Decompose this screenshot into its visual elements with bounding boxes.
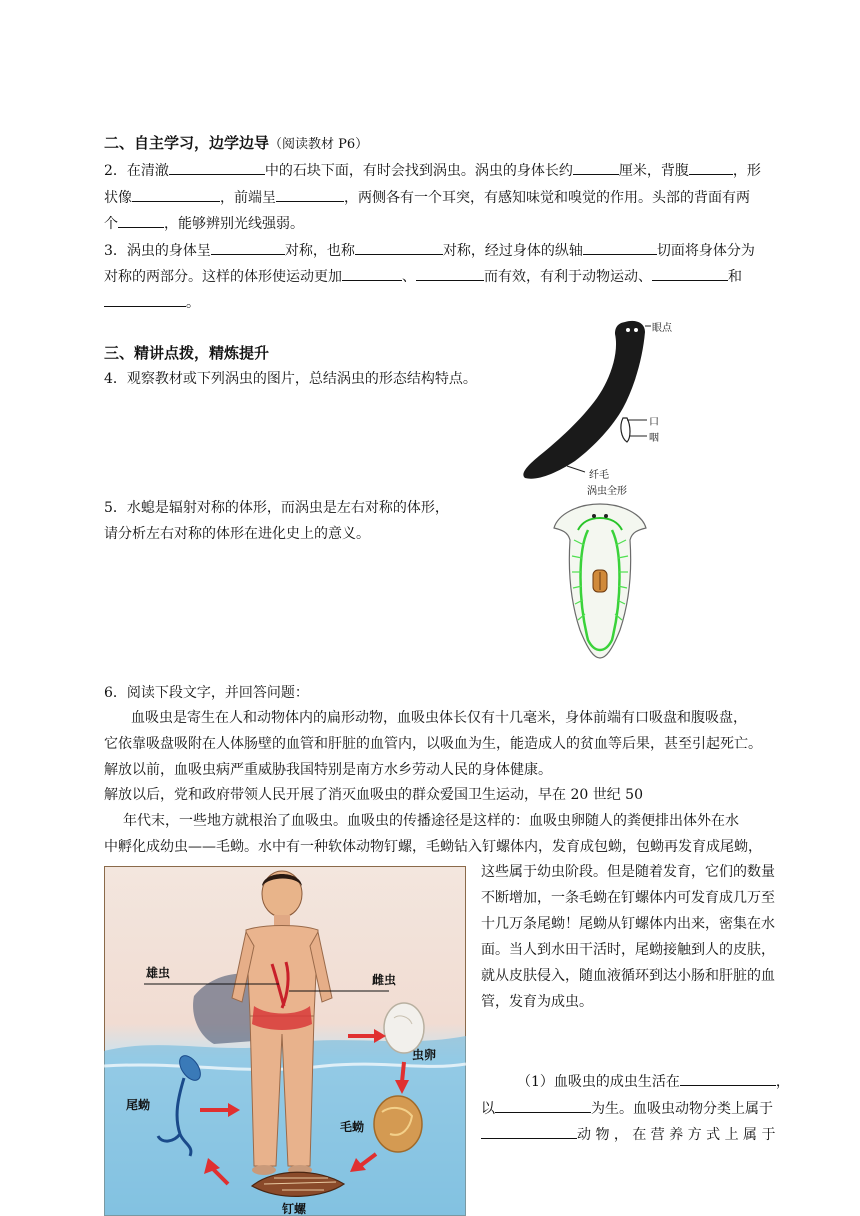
male-worm-label: 雄虫 — [146, 966, 171, 980]
text: 对称的两部分。这样的体形使运动更加 — [104, 269, 342, 285]
eye-spot — [626, 328, 630, 332]
female-worm-label: 雌虫 — [372, 973, 397, 987]
text: 厘米，背腹 — [618, 163, 689, 179]
section-3-heading: 三、精讲点拨，精炼提升 — [104, 344, 270, 362]
passage-right-2: 不断增加，一条毛蚴在钉螺体内可发育成几万至 — [481, 890, 775, 906]
passage-right-5: 就从皮肤侵入，随血液循环到达小肠和肝脏的血 — [481, 968, 775, 984]
passage-right-3: 十几万条尾蚴！尾蚴从钉螺体内出来，密集在水 — [481, 916, 775, 932]
text: 2．在清澈 — [104, 163, 169, 179]
answer-blank[interactable] — [652, 266, 728, 281]
text: 中的石块下面，有时会找到涡虫。涡虫的身体长约 — [264, 163, 573, 179]
section-2-title: 二、自主学习，边学边导 — [104, 134, 270, 152]
text: 以 — [481, 1101, 495, 1117]
question-2-line-3 — [104, 213, 304, 234]
question-5-line-1: 5．水螅是辐射对称的体形，而涡虫是左右对称的体形， — [104, 500, 449, 516]
answer-blank[interactable] — [416, 266, 484, 281]
text: ，两侧各有一个耳突，有感知味觉和嗅觉的作用。头部的背面有两 — [344, 190, 750, 206]
answer-blank[interactable] — [276, 187, 344, 202]
eye-spot — [592, 514, 596, 518]
text: 对称，经过身体的纵轴 — [442, 243, 583, 259]
answer-blank[interactable] — [118, 213, 164, 228]
question-5-line-2: 请分析左右对称的体形在进化史上的意义。 — [104, 526, 370, 542]
eye-spot — [634, 328, 638, 332]
passage-right-1: 这些属于幼虫阶段。但是随着发育，它们的数量 — [481, 864, 775, 880]
section-2-heading — [104, 133, 368, 155]
answer-blank[interactable] — [481, 1124, 577, 1139]
passage-line-2: 它依靠吸盘吸附在人体肠壁的血管和肝脏的血管内，以吸血为生，能造成人的贫血等后果，甚至引起死亡。 — [104, 736, 762, 752]
text: 3．涡虫的身体呈 — [104, 243, 211, 259]
label-line — [567, 466, 585, 472]
text: 状像 — [104, 190, 132, 206]
lifecycle-illustration — [104, 866, 466, 1216]
subquestion-1-line-2 — [481, 1098, 773, 1119]
answer-blank[interactable] — [104, 292, 186, 307]
planarian-body — [523, 321, 645, 479]
text: 动 物 ， 在 营 养 方 式 上 属 于 — [577, 1127, 776, 1143]
figure-caption: 涡虫全形 — [587, 486, 627, 497]
planarian-digestive-drawing — [544, 500, 656, 660]
question-2-line-1 — [104, 160, 761, 181]
answer-blank[interactable] — [169, 160, 265, 175]
cilia-label: 纤毛 — [589, 470, 609, 481]
passage-line-1: 血吸虫是寄生在人和动物体内的扁形动物，血吸虫体长仅有十几毫米，身体前端有口吸盘和腹吸盘， — [131, 710, 747, 726]
answer-blank[interactable] — [132, 187, 220, 202]
cercaria-label: 尾蚴 — [126, 1098, 151, 1112]
answer-blank[interactable] — [495, 1098, 591, 1113]
answer-blank[interactable] — [680, 1071, 776, 1086]
miracidium-label: 毛蚴 — [340, 1120, 365, 1134]
miracidium-image — [374, 1096, 422, 1152]
answer-blank[interactable] — [583, 240, 657, 255]
section-2-note: （阅读教材 P6） — [269, 137, 369, 152]
passage-line-4: 解放以后，党和政府带领人民开展了消灭血吸虫的群众爱国卫生运动，早在 20 世纪 50 — [104, 787, 643, 803]
passage-right-6: 管，发育为成虫。 — [481, 994, 593, 1010]
answer-blank[interactable] — [573, 160, 619, 175]
answer-blank[interactable] — [689, 160, 733, 175]
planarian-figure — [515, 316, 680, 496]
text: 。 — [186, 295, 200, 311]
question-2-line-2 — [104, 187, 750, 208]
mouth-label: 口 — [649, 417, 659, 428]
question-3-line-3 — [104, 292, 200, 313]
text: 切面将身体分为 — [656, 243, 755, 259]
planarian-digestive-figure — [544, 500, 656, 660]
text: 而有效，有利于动物运动、 — [484, 269, 652, 285]
question-3-line-2 — [104, 266, 742, 287]
text: ，能够辨别光线强弱。 — [164, 216, 304, 232]
subquestion-1-line-3 — [481, 1124, 776, 1145]
text: （1）血吸虫的成虫生活在 — [517, 1074, 680, 1090]
question-4: 4．观察教材或下列涡虫的图片，总结涡虫的形态结构特点。 — [104, 371, 477, 387]
text: ，形 — [732, 163, 761, 179]
question-3-line-1 — [104, 240, 755, 261]
eye-spot-label: 眼点 — [652, 323, 672, 334]
text: 个 — [104, 216, 118, 232]
subquestion-1-line-1 — [517, 1071, 790, 1092]
text: ，前端呈 — [220, 190, 276, 206]
text: 和 — [728, 269, 742, 285]
answer-blank[interactable] — [211, 240, 285, 255]
answer-blank[interactable] — [342, 266, 402, 281]
passage-line-6: 中孵化成幼虫——毛蚴。水中有一种软体动物钉螺，毛蚴钻入钉螺体内，发育成包蚴，包蚴再发育成尾蚴， — [104, 839, 762, 855]
passage-right-4: 面。当人到水田干活时，尾蚴接触到人的皮肤， — [481, 942, 775, 958]
text: 为生。血吸虫动物分类上属于 — [591, 1101, 773, 1117]
eye-spot — [604, 514, 608, 518]
answer-blank[interactable] — [355, 240, 443, 255]
text: 、 — [402, 269, 416, 285]
schistosome-lifecycle-figure — [104, 866, 466, 1216]
text: 对称，也称 — [284, 243, 355, 259]
egg-label: 虫卵 — [412, 1048, 437, 1062]
snail-label: 钉螺 — [282, 1202, 307, 1216]
pharynx-outline — [621, 418, 630, 442]
passage-line-3: 解放以前，血吸虫病严重威胁我国特别是南方水乡劳动人民的身体健康。 — [104, 762, 552, 778]
question-6-intro: 6．阅读下段文字，并回答问题： — [104, 685, 309, 701]
arrow-body — [402, 1062, 404, 1082]
text: ， — [775, 1074, 790, 1090]
passage-line-5: 年代末，一些地方就根治了血吸虫。血吸虫的传播途径是这样的：血吸虫卵随人的粪便排出体外在水 — [123, 813, 739, 829]
pharynx-label: 咽 — [649, 433, 659, 444]
